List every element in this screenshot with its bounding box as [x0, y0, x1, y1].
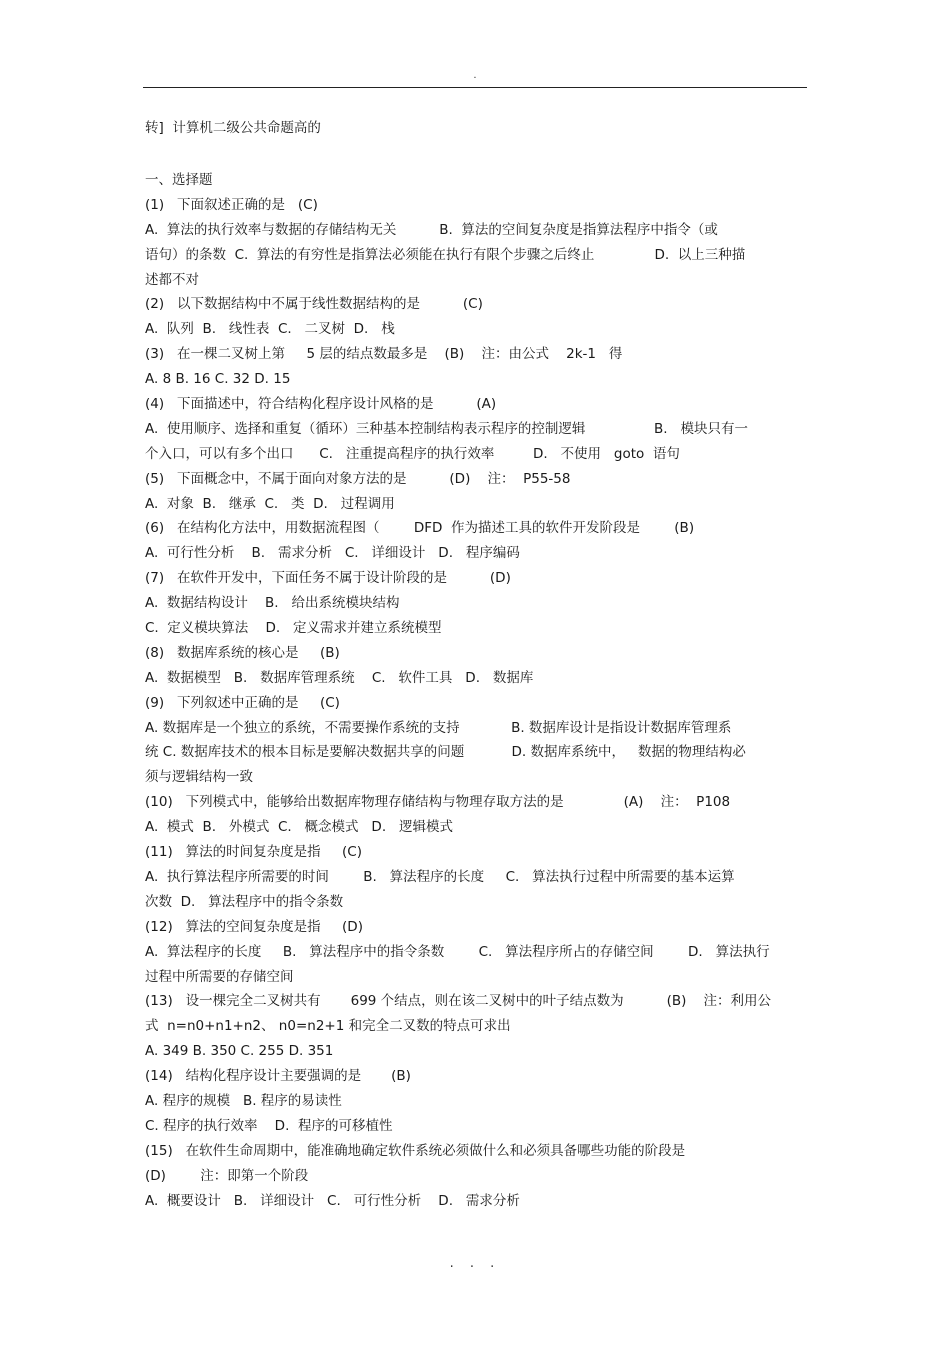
text-line: (6) 在结构化方法中，用数据流程图（ DFD 作为描述工具的软件开发阶段是 (B) — [145, 520, 695, 537]
text-line: (11) 算法的时间复杂度是指 (C) — [145, 844, 363, 861]
footer-mark: . . . — [449, 1256, 501, 1271]
text-line: C. 定义模块算法 D. 定义需求并建立系统模型 — [145, 620, 442, 637]
header-mark: . — [473, 70, 477, 81]
text-line: 须与逻辑结构一致 — [145, 769, 253, 786]
text-line: (10) 下列模式中，能够给出数据库物理存储结构与物理存取方法的是 (A) 注： P108 — [145, 794, 731, 811]
text-line: A. 队列 B. 线性表 C. 二叉树 D. 栈 — [145, 321, 395, 338]
text-line: 述都不对 — [145, 271, 199, 288]
text-line: A. 概要设计 B. 详细设计 C. 可行性分析 D. 需求分析 — [145, 1192, 520, 1209]
text-line: (4) 下面描述中，符合结构化程序设计风格的是 (A) — [145, 396, 497, 413]
text-line: (5) 下面概念中，不属于面向对象方法的是 (D) 注： P55-58 — [145, 470, 571, 487]
text-line: A. 使用顺序、选择和重复（循环）三种基本控制结构表示程序的控制逻辑 B. 模块只有一 — [145, 420, 748, 437]
text-line: 语句）的条数 C. 算法的有穷性是指算法必须能在执行有限个步骤之后终止 D. 以上三种描 — [145, 246, 746, 263]
text-line: 统 C. 数据库技术的根本目标是要解决数据共享的问题 D. 数据库系统中， 数据的物理结构必 — [145, 744, 746, 761]
question-list — [145, 168, 805, 1213]
text-line: 次数 D. 算法程序中的指令条数 — [145, 893, 344, 910]
text-line: (13) 设一棵完全二叉树共有 699 个结点，则在该二叉树中的叶子结点数为 (B) 注：利用公 — [145, 993, 772, 1010]
text-line: A. 8 B. 16 C. 32 D. 15 — [145, 371, 291, 388]
text-line: (8) 数据库系统的核心是 (B) — [145, 644, 340, 661]
text-line: (2) 以下数据结构中不属于线性数据结构的是 (C) — [145, 296, 483, 313]
text-line: A. 算法的执行效率与数据的存储结构无关 B. 算法的空间复杂度是指算法程序中指令（或 — [145, 221, 718, 238]
text-line: (D) 注：即第一个阶段 — [145, 1167, 309, 1184]
text-line: A. 执行算法程序所需要的时间 B. 算法程序的长度 C. 算法执行过程中所需要的基本运算 — [145, 868, 735, 885]
text-line: 式 n=n0+n1+n2、 n0=n2+1 和完全二叉数的特点可求出 — [145, 1018, 511, 1035]
text-line: A. 数据库是一个独立的系统，不需要操作系统的支持 B. 数据库设计是指设计数据库管理系 — [145, 719, 732, 736]
text-line: A. 349 B. 350 C. 255 D. 351 — [145, 1043, 334, 1060]
text-line: A. 数据结构设计 B. 给出系统模块结构 — [145, 595, 400, 612]
text-line: A. 程序的规模 B. 程序的易读性 — [145, 1092, 342, 1109]
document-title: 转] 计算机二级公共命题高的 — [145, 120, 321, 136]
text-line: A. 对象 B. 继承 C. 类 D. 过程调用 — [145, 495, 395, 512]
text-line: 一、选择题 — [145, 172, 213, 188]
text-line: C. 程序的执行效率 D. 程序的可移植性 — [145, 1117, 393, 1134]
text-line: (1) 下面叙述正确的是 (C) — [145, 196, 318, 213]
text-line: (3) 在一棵二叉树上第 5 层的结点数最多是 (B) 注：由公式 2k-1 得 — [145, 346, 623, 363]
text-line: 个入口，可以有多个出口 C. 注重提高程序的执行效率 D. 不使用 goto 语句 — [145, 445, 680, 462]
text-line: 过程中所需要的存储空间 — [145, 968, 294, 985]
text-line: A. 算法程序的长度 B. 算法程序中的指令条数 C. 算法程序所占的存储空间 D. 算法执行 — [145, 943, 770, 960]
text-line: (14) 结构化程序设计主要强调的是 (B) — [145, 1068, 411, 1085]
text-line: A. 可行性分析 B. 需求分析 C. 详细设计 D. 程序编码 — [145, 545, 520, 562]
text-line: (15) 在软件生命周期中，能准确地确定软件系统必须做什么和必须具备哪些功能的阶段是 — [145, 1142, 686, 1159]
header-rule — [143, 87, 807, 88]
text-line: A. 模式 B. 外模式 C. 概念模式 D. 逻辑模式 — [145, 819, 453, 836]
text-line: (12) 算法的空间复杂度是指 (D) — [145, 918, 363, 935]
text-line: (7) 在软件开发中，下面任务不属于设计阶段的是 (D) — [145, 570, 511, 587]
text-line: (9) 下列叙述中正确的是 (C) — [145, 694, 340, 711]
text-line: A. 数据模型 B. 数据库管理系统 C. 软件工具 D. 数据库 — [145, 669, 534, 686]
